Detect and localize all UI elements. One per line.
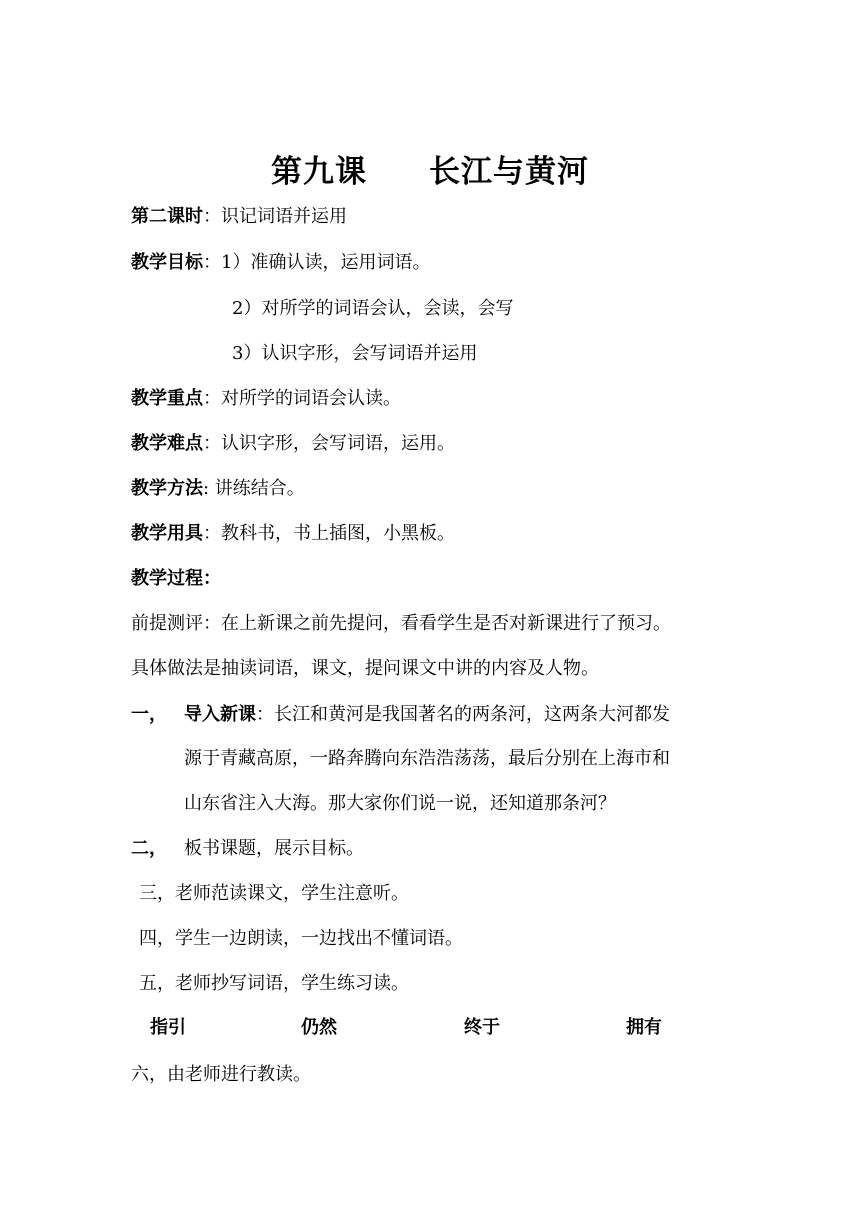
- step-5-line: 五，老师抄写词语，学生练习读。: [139, 973, 409, 994]
- vocab-word: 仍然: [301, 1017, 337, 1038]
- method-label: 教学方法: [131, 478, 203, 499]
- vocab-word: 拥有: [626, 1017, 662, 1038]
- step-number: 一，: [131, 704, 167, 725]
- difficulty-line: 教学难点：认识字形，会写词语，运用。: [131, 433, 455, 454]
- step-6-line: 六，由老师进行教读。: [131, 1064, 311, 1085]
- tools-line: 教学用具：教科书，书上插图，小黑板。: [131, 523, 455, 544]
- tools-text: 教科书，书上插图，小黑板。: [221, 523, 455, 544]
- vocab-word: 终于: [464, 1017, 500, 1038]
- step-1-text: 源于青藏高原，一路奔腾向东浩浩荡荡，最后分别在上海市和: [184, 748, 670, 769]
- period-label: 第二课时: [131, 206, 203, 227]
- method-line: 教学方法: 讲练结合。: [131, 478, 305, 499]
- pretest-line: 具体做法是抽读词语，课文，提问课文中讲的内容及人物。: [131, 658, 599, 679]
- step-2-text: 板书课题，展示目标。: [184, 838, 364, 859]
- process-label: 教学过程：: [131, 568, 221, 589]
- goals-label: 教学目标: [131, 252, 203, 273]
- difficulty-text: 认识字形，会写词语，运用。: [221, 433, 455, 454]
- difficulty-label: 教学难点: [131, 433, 203, 454]
- lesson-topic: 长江与黄河: [429, 154, 589, 190]
- goal-item: 1）准确认读，运用词语。: [221, 252, 431, 273]
- tools-label: 教学用具: [131, 523, 203, 544]
- goal-item: 2）对所学的词语会认，会读，会写: [232, 298, 514, 319]
- period-text: 识记词语并运用: [221, 206, 347, 227]
- lesson-number: 第九课: [271, 154, 367, 190]
- step-3-line: 三，老师范读课文，学生注意听。: [139, 883, 409, 904]
- step-1-line: [131, 702, 167, 728]
- focus-label: 教学重点: [131, 388, 203, 409]
- page-title: [0, 150, 860, 194]
- step-1-label: 导入新课: [184, 704, 256, 725]
- goal-item: 3）认识字形，会写词语并运用: [232, 343, 478, 364]
- step-4-line: 四，学生一边朗读，一边找出不懂词语。: [139, 928, 463, 949]
- method-text: 讲练结合。: [214, 478, 305, 499]
- focus-line: 教学重点：对所学的词语会认读。: [131, 388, 401, 409]
- step-2-number: 二，: [131, 838, 167, 859]
- focus-text: 对所学的词语会认读。: [221, 388, 401, 409]
- period-line: 第二课时：识记词语并运用: [131, 206, 347, 227]
- step-1-text: 山东省注入大海。那大家你们说一说，还知道那条河？: [184, 793, 616, 814]
- step-1-text: 导入新课：长江和黄河是我国著名的两条河，这两条大河都发: [184, 704, 670, 725]
- goals-line-1: 教学目标：1）准确认读，运用词语。: [131, 252, 431, 273]
- pretest-line: 前提测评：在上新课之前先提问，看看学生是否对新课进行了预习。: [131, 613, 671, 634]
- vocab-word: 指引: [150, 1017, 186, 1038]
